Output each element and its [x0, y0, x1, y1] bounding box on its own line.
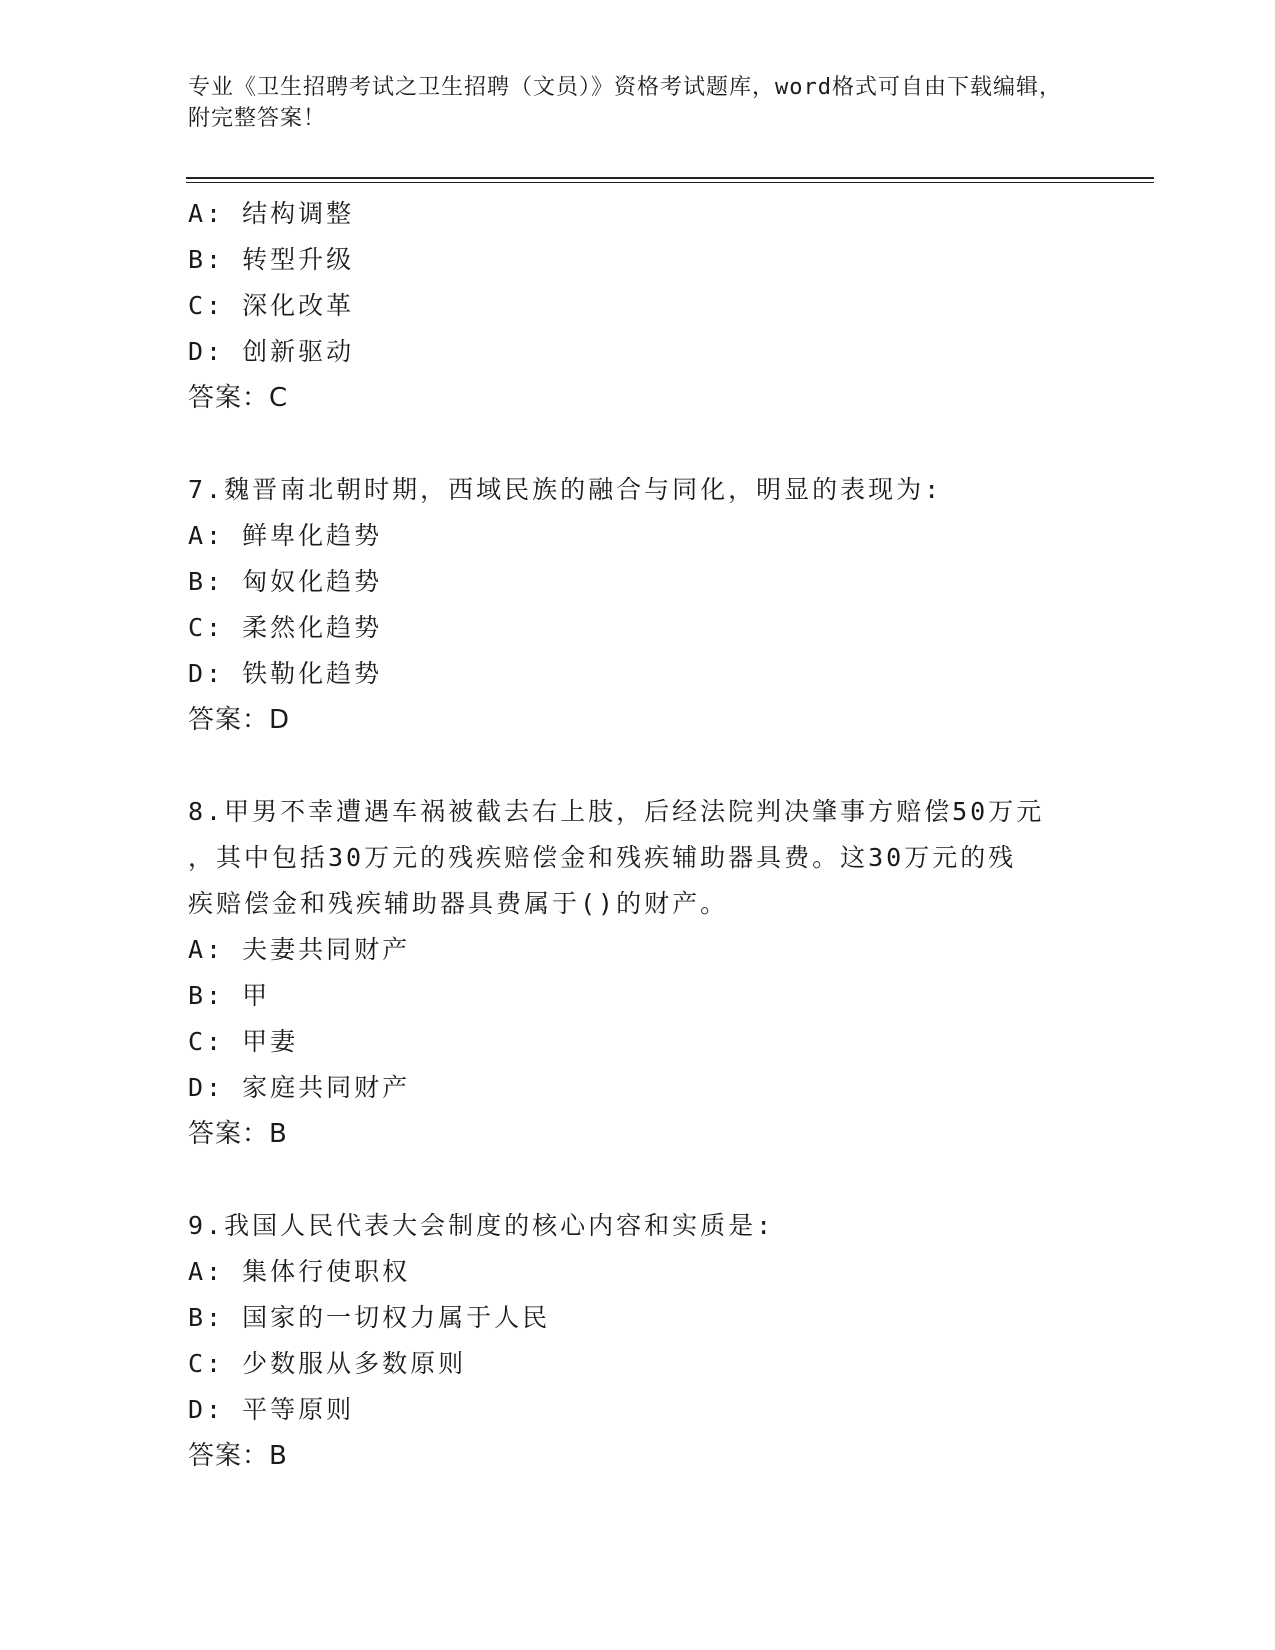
- answer-line: 答案：C: [188, 383, 289, 413]
- answer-line: 答案：B: [188, 1119, 288, 1149]
- option-b: B: 匈奴化趋势: [188, 567, 383, 596]
- option-a: A: 鲜卑化趋势: [188, 521, 383, 550]
- option-d: D: 家庭共同财产: [188, 1073, 411, 1102]
- question-text-line-2: ，其中包括30万元的残疾赔偿金和残疾辅助器具费。这30万元的残: [188, 843, 1017, 872]
- header-divider-thin: [186, 182, 1154, 183]
- option-c: C: 少数服从多数原则: [188, 1349, 467, 1378]
- question-text: 7.魏晋南北朝时期，西域民族的融合与同化，明显的表现为:: [188, 475, 943, 504]
- question-block-8: [188, 789, 1088, 1157]
- option-a: A: 结构调整: [188, 199, 355, 228]
- question-text-line-3: 疾赔偿金和残疾辅助器具费属于()的财产。: [188, 889, 729, 918]
- option-c: C: 柔然化趋势: [188, 613, 383, 642]
- option-a: A: 夫妻共同财产: [188, 935, 411, 964]
- answer-line: 答案：B: [188, 1441, 288, 1471]
- document-header: 专业《卫生招聘考试之卫生招聘（文员）》资格考试题库，word格式可自由下载编辑，附完整答案！: [188, 75, 1062, 131]
- header-divider: [186, 177, 1154, 179]
- option-d: D: 铁勒化趋势: [188, 659, 383, 688]
- option-c: C: 深化改革: [188, 291, 355, 320]
- question-text: 9.我国人民代表大会制度的核心内容和实质是:: [188, 1211, 775, 1240]
- option-b: B: 国家的一切权力属于人民: [188, 1303, 551, 1332]
- option-a: A: 集体行使职权: [188, 1257, 411, 1286]
- option-d: D: 平等原则: [188, 1395, 355, 1424]
- question-content: [188, 191, 1088, 1479]
- option-c: C: 甲妻: [188, 1027, 299, 1056]
- option-d: D: 创新驱动: [188, 337, 355, 366]
- question-block-6: [188, 191, 1088, 421]
- question-block-9: [188, 1203, 1088, 1479]
- answer-line: 答案：D: [188, 705, 291, 735]
- option-b: B: 转型升级: [188, 245, 355, 274]
- question-text-line-1: 8.甲男不幸遭遇车祸被截去右上肢，后经法院判决肇事方赔偿50万元: [188, 797, 1045, 826]
- option-b: B: 甲: [188, 981, 271, 1010]
- question-block-7: [188, 467, 1088, 743]
